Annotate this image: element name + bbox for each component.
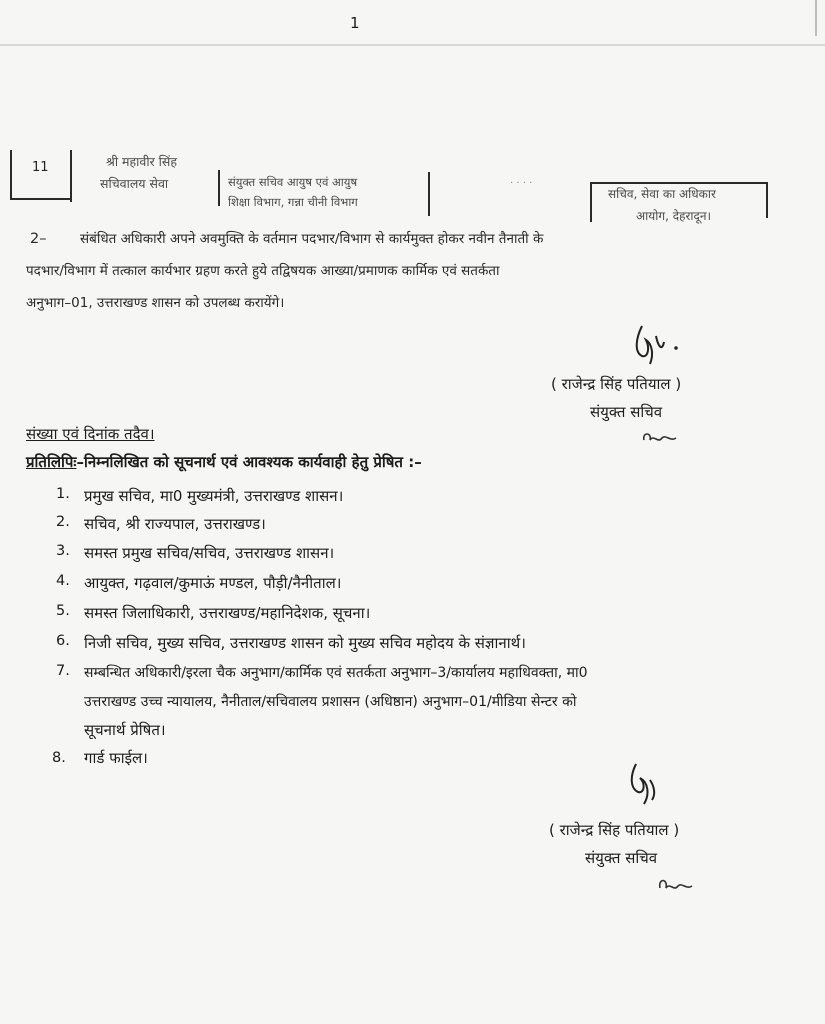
initials-mark-2	[656, 874, 696, 896]
list-item-number: 6.	[56, 633, 70, 649]
officer-service: सचिवालय सेवा	[100, 176, 169, 191]
list-item-line2: उत्तराखण्ड उच्च न्यायालय, नैनीताल/सचिवालय प्रशासन (अधिष्ठान) अनुभाग–01/मीडिया सेन्टर को	[84, 694, 577, 710]
initials-mark-1	[640, 428, 680, 448]
current-post-line2: शिक्षा विभाग, गन्ना चीनी विभाग	[228, 195, 358, 209]
new-post-line1: सचिव, सेवा का अधिकार	[608, 187, 716, 201]
list-item-number: 7.	[56, 663, 70, 679]
para2-line3: अनुभाग–01, उत्तराखण्ड शासन को उपलब्ध करायेंगे।	[26, 295, 285, 311]
para2-line2: पदभार/विभाग में तत्काल कार्यभार ग्रहण करते हुये तद्विषयक आख्या/प्रमाणक कार्मिक एवं सतर्कता	[26, 263, 500, 279]
list-item: प्रमुख सचिव, मा0 मुख्यमंत्री, उत्तराखण्ड शासन।	[84, 487, 344, 505]
current-post-line1: संयुक्त सचिव आयुष एवं आयुष	[228, 175, 358, 189]
para2-number: 2–	[30, 231, 47, 247]
list-item-line1: सम्बन्धित अधिकारी/इरला चैक अनुभाग/कार्मिक एवं सतर्कता अनुभाग–3/कार्यालय महाधिवक्ता, मा0	[84, 665, 588, 681]
new-post-line2: आयोग, देहरादून।	[636, 209, 712, 223]
signatory-name-1: ( राजेन्द्र सिंह पतियाल )	[551, 375, 682, 393]
officer-name: श्री महावीर सिंह	[106, 154, 178, 169]
signature-scribble-1	[628, 318, 688, 368]
signatory-name-2: ( राजेन्द्र सिंह पतियाल )	[549, 821, 680, 839]
list-item-number: 5.	[56, 603, 70, 619]
serial-number: 11	[32, 160, 49, 175]
list-item: आयुक्त, गढ़वाल/कुमाऊं मण्डल, पौड़ी/नैनीताल।	[84, 574, 342, 592]
table-border	[70, 150, 72, 202]
list-item: सचिव, श्री राज्यपाल, उत्तराखण्ड।	[84, 515, 266, 533]
list-item: गार्ड फाईल।	[84, 749, 148, 767]
list-item-number: 3.	[56, 543, 70, 559]
signature-scribble-2	[624, 758, 664, 808]
para2-line1: संबंधित अधिकारी अपने अवमुक्ति के वर्तमान पदभार/विभाग से कार्यमुक्त होकर नवीन तैनाती के	[80, 231, 544, 247]
faded-mark: · · · ·	[510, 178, 533, 189]
signatory-designation-2: संयुक्त सचिव	[585, 849, 658, 867]
list-item-line3: सूचनार्थ प्रेषित।	[84, 721, 166, 739]
copy-heading-text: –निम्नलिखित को सूचनार्थ एवं आवश्यक कार्यवाही हेतु प्रेषित :–	[76, 453, 422, 471]
table-border	[218, 170, 220, 206]
signatory-designation-1: संयुक्त सचिव	[590, 403, 663, 421]
list-item: निजी सचिव, मुख्य सचिव, उत्तराखण्ड शासन को मुख्य सचिव महोदय के संज्ञानार्थ।	[84, 634, 526, 652]
list-item-number: 2.	[56, 514, 70, 530]
list-item: समस्त प्रमुख सचिव/सचिव, उत्तराखण्ड शासन।	[84, 544, 335, 562]
page-divider	[0, 44, 825, 46]
reference-line: संख्या एवं दिनांक तदैव।	[26, 425, 155, 443]
copy-heading-label: प्रतिलिपिः	[26, 453, 77, 471]
table-border	[10, 198, 72, 200]
scan-edge-mark	[815, 0, 817, 36]
table-border	[766, 182, 768, 218]
copy-heading	[26, 452, 422, 472]
list-item-number: 8.	[52, 750, 66, 766]
page-number: 1	[350, 14, 360, 32]
officer-table-row	[10, 150, 820, 223]
table-border	[428, 172, 430, 216]
table-border	[590, 182, 592, 222]
list-item-number: 4.	[56, 573, 70, 589]
table-border	[10, 150, 12, 198]
list-item-number: 1.	[56, 486, 70, 502]
list-item: समस्त जिलाधिकारी, उत्तराखण्ड/महानिदेशक, सूचना।	[84, 604, 371, 622]
